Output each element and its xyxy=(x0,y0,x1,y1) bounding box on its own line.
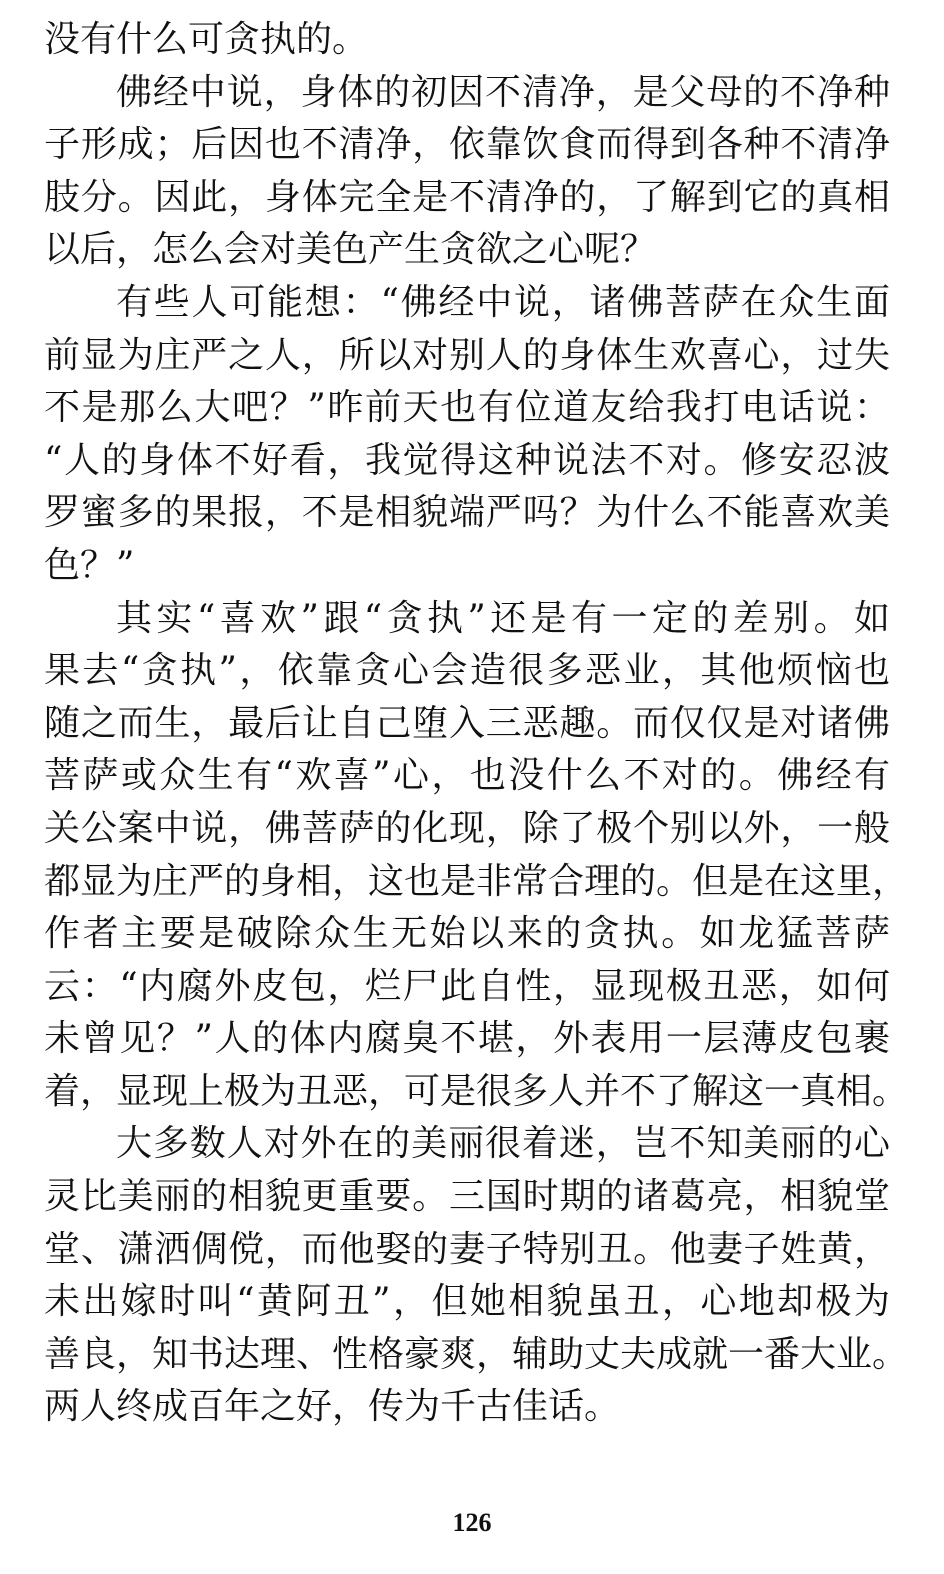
text-line: 菩萨或众生有“欢喜”心，也没什么不对的。佛经有 xyxy=(44,755,890,797)
text-line: 都显为庄严的身相，这也是非常合理的。但是在这里， xyxy=(44,860,909,902)
text-line: 前显为庄严之人，所以对别人的身体生欢喜心，过失 xyxy=(44,334,890,376)
text-line: 云：“内腐外皮包，烂尸此自性，显现极丑恶，如何 xyxy=(44,965,890,1007)
text-line: 有些人可能想：“佛经中说，诸佛菩萨在众生面 xyxy=(116,281,890,323)
text-line: 两人终成百年之好，传为千古佳话。 xyxy=(44,1386,621,1428)
text-line: 子形成；后因也不清净，依靠饮食而得到各种不清净 xyxy=(44,124,890,166)
text-line: 着，显现上极为丑恶，可是很多人并不了解这一真相。 xyxy=(44,1070,909,1112)
text-line: 善良，知书达理、性格豪爽，辅助丈夫成就一番大业。 xyxy=(44,1333,909,1375)
text-line: 没有什么可贪执的。 xyxy=(44,19,369,60)
text-line: 随之而生，最后让自己堕入三恶趣。而仅仅是对诸佛 xyxy=(44,702,890,744)
page-number: 126 xyxy=(452,1508,492,1537)
text-line: 灵比美丽的相貌更重要。三国时期的诸葛亮，相貌堂 xyxy=(44,1176,890,1218)
text-line: 不是那么大吧？”昨前天也有位道友给我打电话说： xyxy=(44,387,890,429)
text-line: 其实“喜欢”跟“贪执”还是有一定的差别。如 xyxy=(116,597,890,639)
text-line: 以后，怎么会对美色产生贪欲之心呢？ xyxy=(44,229,657,271)
text-line: 果去“贪执”，依靠贪心会造很多恶业，其他烦恼也 xyxy=(44,650,890,692)
text-line: 罗蜜多的果报，不是相貌端严吗？为什么不能喜欢美 xyxy=(44,492,890,534)
text-line: “人的身体不好看，我觉得这种说法不对。修安忍波 xyxy=(44,439,890,481)
text-line: 未出嫁时叫“黄阿丑”，但她相貌虽丑，心地却极为 xyxy=(44,1281,890,1323)
text-line: 色？” xyxy=(44,544,135,586)
text-line: 佛经中说，身体的初因不清净，是父母的不净种 xyxy=(116,71,890,113)
text-line: 未曾见？”人的体内腐臭不堪，外表用一层薄皮包裹 xyxy=(44,1018,890,1060)
text-line: 关公案中说，佛菩萨的化现，除了极个别以外，一般 xyxy=(44,807,890,849)
text-line: 肢分。因此，身体完全是不清净的，了解到它的真相 xyxy=(44,176,890,218)
page-body xyxy=(44,14,909,1434)
text-line: 作者主要是破除众生无始以来的贪执。如龙猛菩萨 xyxy=(44,913,890,955)
text-line: 堂、潇洒倜傥，而他娶的妻子特别丑。他妻子姓黄， xyxy=(44,1228,890,1270)
text-line: 大多数人对外在的美丽很着迷，岂不知美丽的心 xyxy=(116,1123,890,1165)
